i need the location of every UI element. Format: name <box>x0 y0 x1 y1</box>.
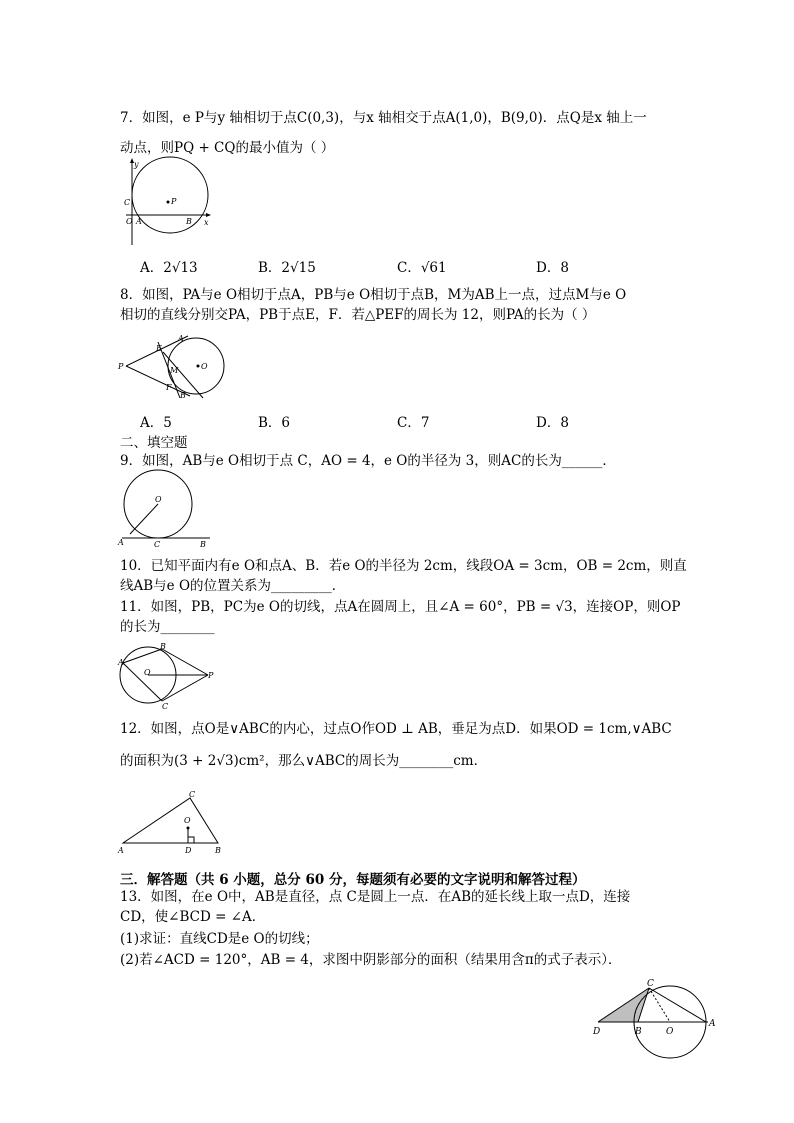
q11-line2: 的长为________ <box>120 619 215 635</box>
q7-fig-A: A <box>136 217 142 226</box>
q11-fig-P: P <box>208 671 214 680</box>
q13-line1: 13．如图，在e O中，AB是直径，点 C是圆上一点．在AB的延长线上取一点D，连接 <box>120 889 631 905</box>
section-solutions: 三．解答题（共 6 小题，总分 60 分，每题须有必要的文字说明和解答过程） <box>120 872 586 888</box>
q10-line1: 10．已知平面内有e O和点A、B．若e O的半径为 2cm，线段OA = 3cm，OB = 2cm，则直 <box>120 558 687 574</box>
q7-figure <box>118 157 218 257</box>
q13-fig-A: A <box>709 1019 716 1029</box>
q7-line1: 7．如图，e P与y 轴相切于点C(0,3)，与x 轴相交于点A(1,0)，B(9,0)．点Q是x 轴上一 <box>120 110 647 126</box>
q12-figure <box>118 790 228 855</box>
q8-fig-O: O <box>201 362 208 371</box>
q7-option-c: C．√61 <box>397 260 447 276</box>
q11-line1: 11．如图，PB，PC为e O的切线，点A在圆周上，且∠A = 60°，PB = √3，连接OP，则OP <box>120 599 681 615</box>
q8-option-b: B．6 <box>258 415 291 431</box>
q11-fig-A: A <box>118 658 124 667</box>
q13-line4: (2)若∠ACD = 120°，AB = 4，求图中阴影部分的面积（结果用含π的式子表示）． <box>120 952 622 968</box>
q9-figure <box>118 470 218 549</box>
q9-fig-O: O <box>155 495 162 504</box>
q8-figure <box>118 330 228 402</box>
q13-fig-B: B <box>635 1027 642 1037</box>
q7-option-d: D．8 <box>536 260 569 276</box>
q13-fig-O: O <box>666 1027 674 1037</box>
q13-figure <box>590 979 730 1062</box>
q12-fig-D: D <box>185 846 192 855</box>
q13-fig-C: C <box>647 979 654 989</box>
q11-fig-B: B <box>160 642 166 651</box>
q7-option-a: A．2√13 <box>140 260 198 276</box>
q13-line2: CD，使∠BCD = ∠A． <box>120 909 266 925</box>
q12-fig-B: B <box>215 846 221 855</box>
q8-line2: 相切的直线分别交PA，PB于点E，F．若△PEF的周长为 12，则PA的长为（ ） <box>120 307 596 323</box>
q8-option-c: C．7 <box>397 415 430 431</box>
q7-fig-B: B <box>186 217 192 226</box>
q9-line1: 9．如图，AB与e O相切于点 C，AO = 4，e O的半径为 3，则AC的长为______． <box>120 453 616 469</box>
q9-fig-C: C <box>154 540 161 549</box>
q8-line1: 8．如图，PA与e O相切于点A，PB与e O相切于点B，M为AB上一点，过点M与e O <box>120 287 627 303</box>
q13-line3: (1)求证：直线CD是e O的切线； <box>120 931 319 947</box>
section-fill-in: 二、填空题 <box>120 435 188 451</box>
q8-fig-M: M <box>170 366 179 375</box>
q11-fig-O: O <box>144 668 151 677</box>
q8-option-d: D．8 <box>536 415 569 431</box>
q8-fig-B: B <box>180 391 186 400</box>
q8-fig-A: A <box>178 334 184 343</box>
q8-fig-F: F <box>166 383 172 392</box>
q8-fig-E: E <box>156 344 162 353</box>
q9-fig-A: A <box>118 538 124 547</box>
q7-option-b: B．2√15 <box>258 260 316 276</box>
q12-line1: 12．如图，点O是∨ABC的内心，过点O作OD ⊥ AB，垂足为点D．如果OD = 1cm,∨ABC <box>120 721 672 737</box>
q10-line2: 线AB与e O的位置关系为_________． <box>120 578 346 594</box>
q12-fig-A: A <box>118 846 124 855</box>
q7-fig-x: x <box>204 218 209 227</box>
q7-fig-P: P <box>171 197 177 206</box>
q8-fig-P: P <box>118 362 124 371</box>
q12-fig-O: O <box>184 816 191 825</box>
q12-fig-C: C <box>189 790 196 799</box>
q7-fig-y: y <box>134 160 139 169</box>
q11-fig-C: C <box>162 702 169 711</box>
q7-fig-O: O <box>126 217 133 226</box>
q7-fig-C: C <box>124 198 131 207</box>
q11-figure <box>118 642 228 711</box>
q9-fig-B: B <box>200 540 206 549</box>
q7-line2: 动点，则PQ + CQ的最小值为（ ） <box>120 140 335 156</box>
q13-fig-D: D <box>593 1027 601 1037</box>
q12-line2: 的面积为(3 + 2√3)cm²，那么∨ABC的周长为________cm． <box>120 753 488 769</box>
q8-option-a: A．5 <box>140 415 172 431</box>
